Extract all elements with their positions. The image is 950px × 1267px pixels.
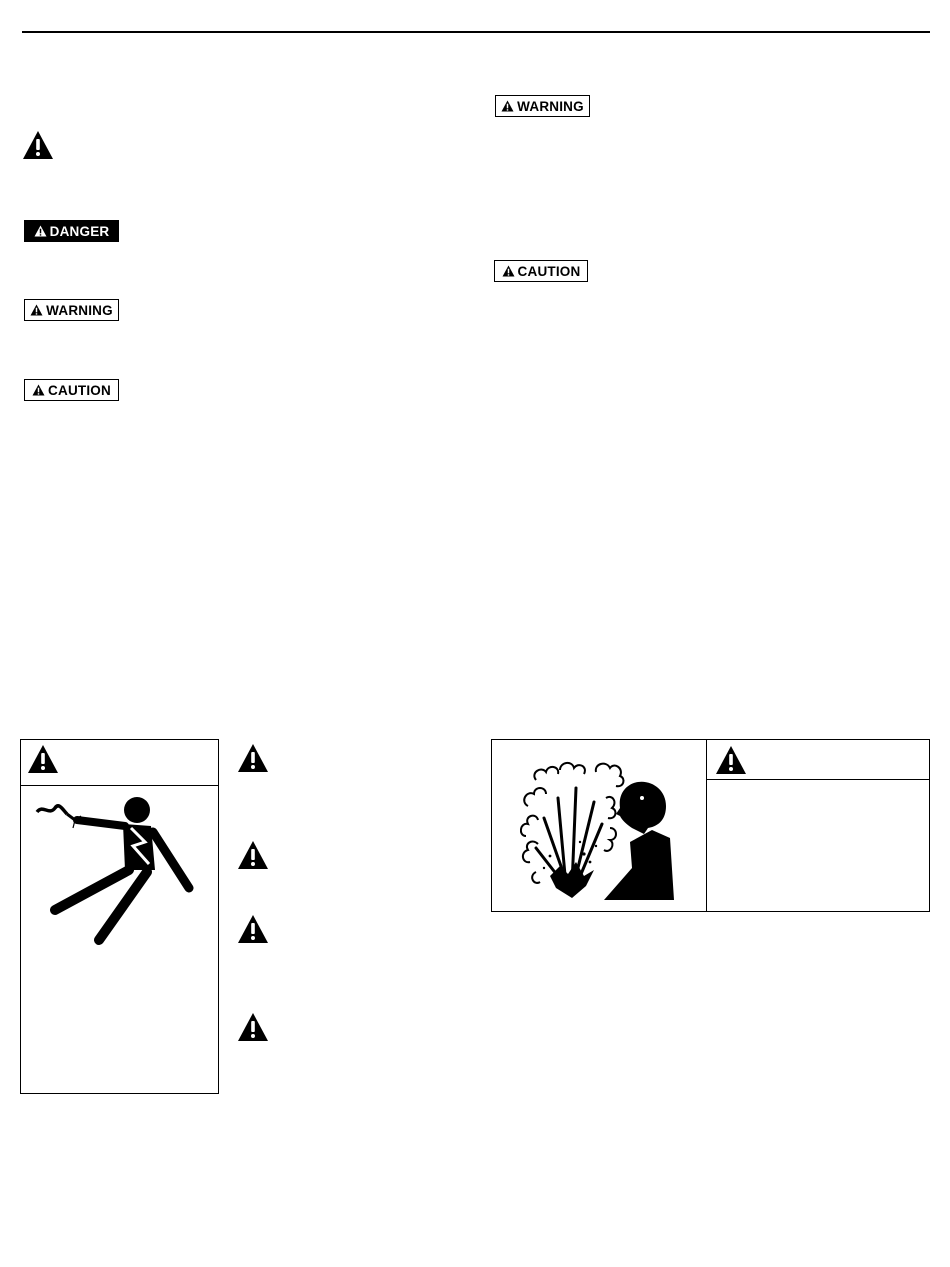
header-rule: [22, 31, 930, 33]
caution-label-text: CAUTION: [48, 382, 111, 398]
warning-label-right-text: WARNING: [517, 98, 584, 114]
warning-triangle-icon: [501, 100, 514, 112]
caution-label: [24, 379, 119, 401]
safety-alert-icon: [237, 914, 269, 944]
caution-label-right: [494, 260, 588, 282]
safety-alert-icon: [22, 130, 54, 160]
warning-triangle-icon: [30, 304, 43, 316]
warning-label-right: [495, 95, 590, 117]
explosion-hazard-box: [491, 739, 930, 912]
warning-label: [24, 299, 119, 321]
safety-alert-icon: [237, 743, 269, 773]
warning-triangle-icon: [27, 744, 59, 774]
warning-triangle-icon: [32, 384, 45, 396]
warning-triangle-icon: [34, 225, 47, 237]
safety-alert-icon: [237, 840, 269, 870]
danger-label: [24, 220, 119, 242]
warning-label-text: WARNING: [46, 302, 113, 318]
electrocution-hazard-box: [20, 739, 219, 1094]
warning-triangle-icon: [715, 745, 747, 775]
safety-alert-icon: [237, 1012, 269, 1042]
danger-label-text: DANGER: [49, 223, 110, 239]
warning-triangle-icon: [502, 265, 515, 277]
explosion-hazard-icon: [520, 758, 682, 904]
caution-label-right-text: CAUTION: [517, 263, 581, 279]
electric-shock-hazard-icon: [33, 792, 213, 952]
